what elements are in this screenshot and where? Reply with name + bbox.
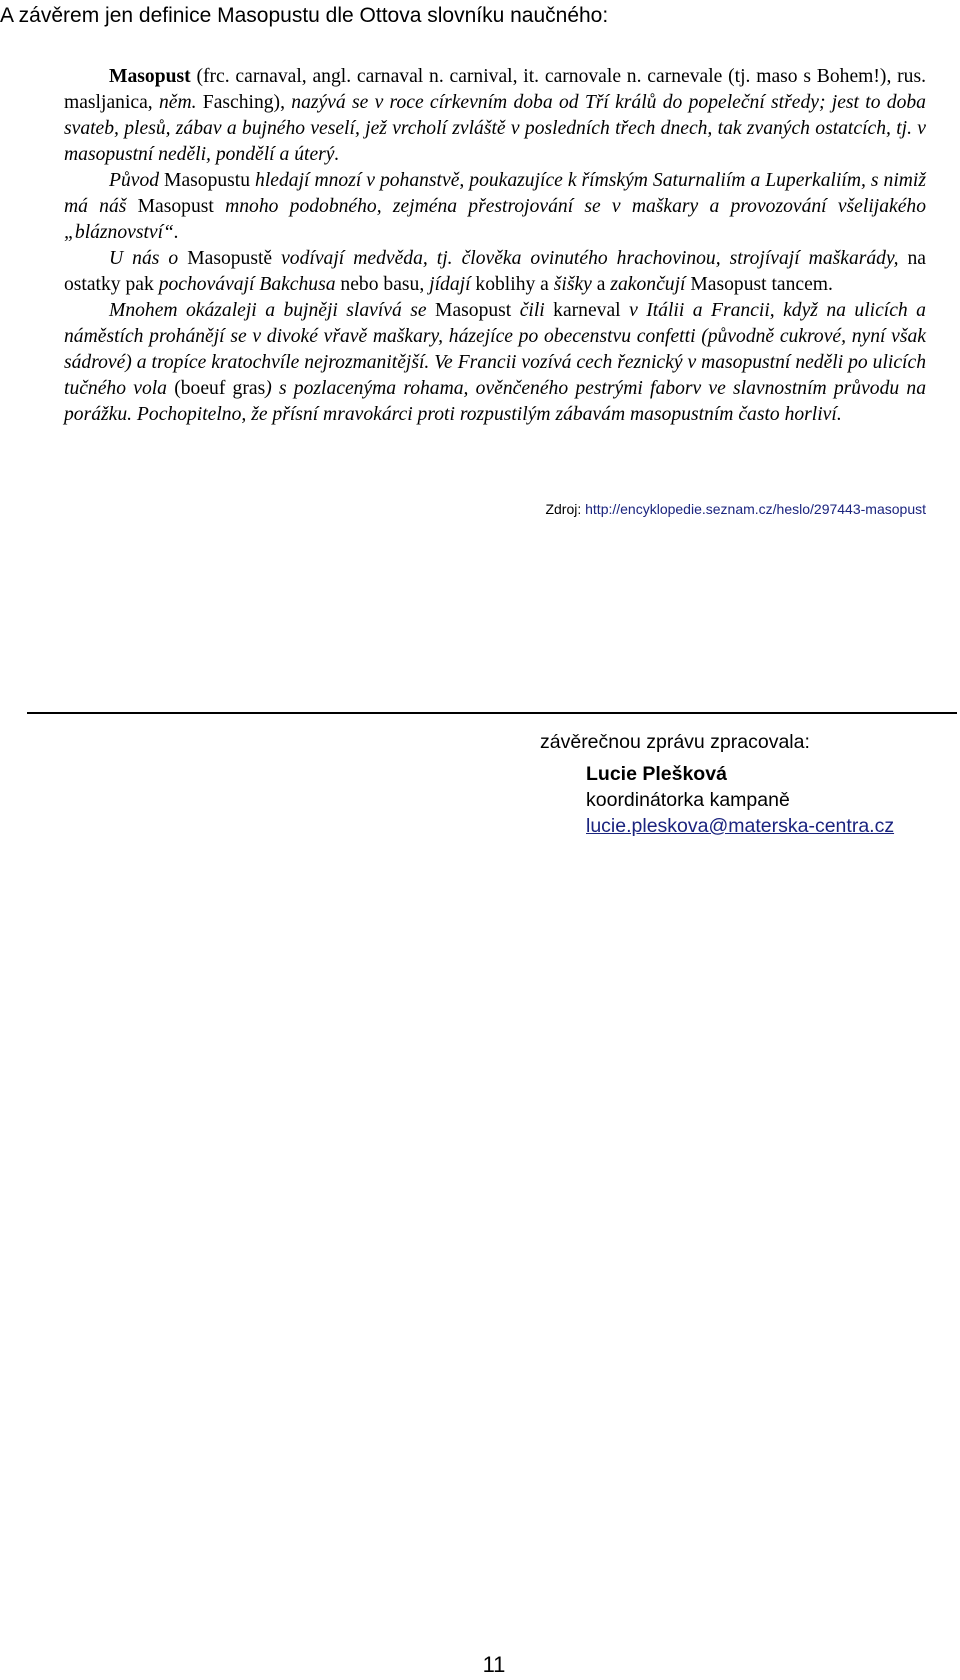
author-email-link[interactable]: lucie.pleskova@materska-centra.cz — [586, 815, 895, 837]
encyclopedia-definition — [64, 64, 926, 428]
italic-run: vodívají medvěda, tj. člověka ovinutého hrachovinou, strojívají maškarády, — [281, 248, 899, 269]
italic-run: v Itálii a Francii, když na ulicích a náměstích prohánějí se v divoké vřavě maškary, házejíce po obecenstvu confetti (původně cukrové, nyní však sádrové) a tropíce kratochvíle nejrozmanitější. Ve Francii vozívá cech řeznický v masopustní neděli po ulicích tučného vola — [64, 300, 926, 399]
intro-line: A závěrem jen definice Masopustu dle Ottova slovníku naučného: — [0, 4, 609, 27]
definition-paragraph-3 — [64, 246, 926, 298]
text-run: Masopustu — [159, 170, 256, 191]
headword: Masopust — [109, 66, 191, 87]
italic-run: jídají — [429, 274, 471, 295]
text-run: (frc. carnaval, angl. carnaval n. carnival, it. carnovale n. carnevale (tj. maso s Bohem!), rus. masljanica, — [64, 66, 926, 113]
text-run: a — [591, 274, 611, 295]
text-run: karneval — [544, 300, 630, 321]
italic-run: Mnohem okázaleji a bujněji slavívá se — [109, 300, 427, 321]
definition-paragraph-4 — [64, 298, 926, 428]
author-name: Lucie Plešková — [586, 763, 727, 785]
italic-run: čili — [519, 300, 545, 321]
definition-paragraph-2 — [64, 168, 926, 246]
italic-run: něm. — [158, 92, 197, 113]
horizontal-divider — [27, 712, 957, 714]
text-run: (boeuf gras — [166, 378, 266, 399]
text-run: Masopust — [426, 300, 520, 321]
italic-run: nazývá se v roce církevním doba od Tří králů do popeleční středy; jest to doba svateb, plesů, zábav a bujného veselí, jež vrcholí zvláště v posledních třech dnech, tak zvaných ostatcích, tj. v masopustní neděli, pondělí a úterý. — [64, 92, 926, 165]
italic-run: zakončují — [610, 274, 686, 295]
source-citation — [0, 500, 926, 518]
source-label: Zdroj: — [545, 501, 586, 517]
signature-block — [540, 729, 894, 839]
italic-run: pochovávají Bakchusa — [158, 274, 336, 295]
definition-paragraph-1 — [64, 64, 926, 168]
signature-heading: závěrečnou zprávu zpracovala: — [540, 731, 810, 753]
text-run: Masopustě — [178, 248, 282, 269]
source-link[interactable]: http://encyklopedie.seznam.cz/heslo/297443-masopust — [585, 501, 926, 517]
text-run: Masopust — [126, 196, 226, 217]
text-run: nebo basu, — [335, 274, 430, 295]
page-number: 11 — [482, 1652, 506, 1677]
italic-run: mnoho podobného, zejména přestrojování se v maškary a provozování všelijakého „bláznovství“. — [64, 196, 926, 243]
italic-run: U nás o — [109, 248, 179, 269]
author-details — [586, 761, 894, 839]
text-run: koblihy a — [470, 274, 554, 295]
italic-run: šišky — [553, 274, 592, 295]
italic-run: ) s pozlacenýma rohama, ověnčeného pestrými faborv ve slavnostním průvodu na porážku. Pochopitelno, že přísní mravokárci proti rozpustilým zábavám masopustním často horliví. — [64, 378, 926, 425]
text-run: Masopust tancem. — [685, 274, 833, 295]
author-role: koordinátorka kampaně — [586, 789, 790, 811]
italic-run: hledají mnozí v pohanstvě, poukazujíce k římským Saturnaliím a Luperkaliím, s nimiž má náš — [64, 170, 926, 217]
text-run: na ostatky pak — [64, 248, 926, 295]
text-run: Fasching), — [196, 92, 292, 113]
italic-run: Původ — [109, 170, 160, 191]
